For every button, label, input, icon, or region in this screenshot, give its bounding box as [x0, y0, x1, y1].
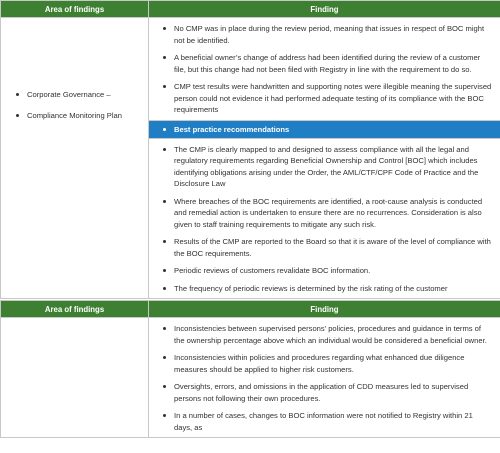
area-item: Corporate Governance – [27, 89, 148, 101]
finding-list [149, 318, 500, 437]
finding-item: Oversights, errors, and omissions in the application of CDD measures led to supervised persons not following their own procedures. [174, 381, 492, 404]
best-practice-heading: Best practice recommendations [149, 121, 500, 138]
best-practice-list [149, 139, 500, 299]
finding-item: No CMP was in place during the review period, meaning that issues in respect of BOC might not be identified. [174, 23, 492, 46]
finding-cell [149, 318, 500, 438]
area-list [1, 18, 148, 121]
finding-item: CMP test results were handwritten and supporting notes were illegible meaning the supervised person could not evidence it had performed adequate testing of its compliance with the BOC requirements [174, 82, 492, 114]
best-practice-item: Where breaches of the BOC requirements are identified, a root-cause analysis is conducted and remedial action is undertaken to ensure there are no recurrences. Consideration is also given to staff training requirements to mitigate any such risk. [174, 196, 492, 231]
finding-item: A beneficial owner’s change of address had been identified during the review of a customer file, but this change had not been filed with Registry in line with the requirement to do so. [174, 52, 492, 75]
best-practice-item: Results of the CMP are reported to the Board so that it is aware of the level of compliance with the BOC requirements. [174, 237, 491, 258]
finding-header: Finding [149, 1, 500, 18]
area-cell [1, 318, 149, 438]
area-of-findings-header: Area of findings [1, 1, 149, 18]
area-item: Compliance Monitoring Plan [27, 110, 148, 122]
finding-list [149, 18, 500, 120]
finding-item: In a number of cases, changes to BOC information were not notified to Registry within 21 days, as [174, 410, 492, 433]
finding-cell [149, 18, 500, 121]
finding-header: Finding [149, 301, 500, 318]
finding-item: Inconsistencies within policies and procedures regarding what enhanced due diligence measures should be applied to higher risk customers. [174, 352, 492, 375]
area-cell [1, 18, 149, 299]
finding-item: Inconsistencies between supervised persons’ policies, procedures and guidance in terms of the ownership percentage above which an individual would be considered a beneficial owner. [174, 323, 492, 346]
findings-table-2 [0, 300, 500, 438]
best-practice-item: The frequency of periodic reviews is determined by the risk rating of the customer [174, 283, 492, 295]
best-practice-cell [149, 138, 500, 299]
best-practice-item: The CMP is clearly mapped to and designed to assess compliance with all the legal and regulatory requirements regarding Beneficial Ownership and Control [BOC] which includes identifying obligations arising under the Order, the AML/CTF/CPF Code of Practice and the Disclosure Law [174, 144, 492, 190]
area-of-findings-header: Area of findings [1, 301, 149, 318]
best-practice-item: Periodic reviews of customers revalidate BOC information. [174, 265, 492, 277]
best-practice-heading-cell [149, 120, 500, 138]
